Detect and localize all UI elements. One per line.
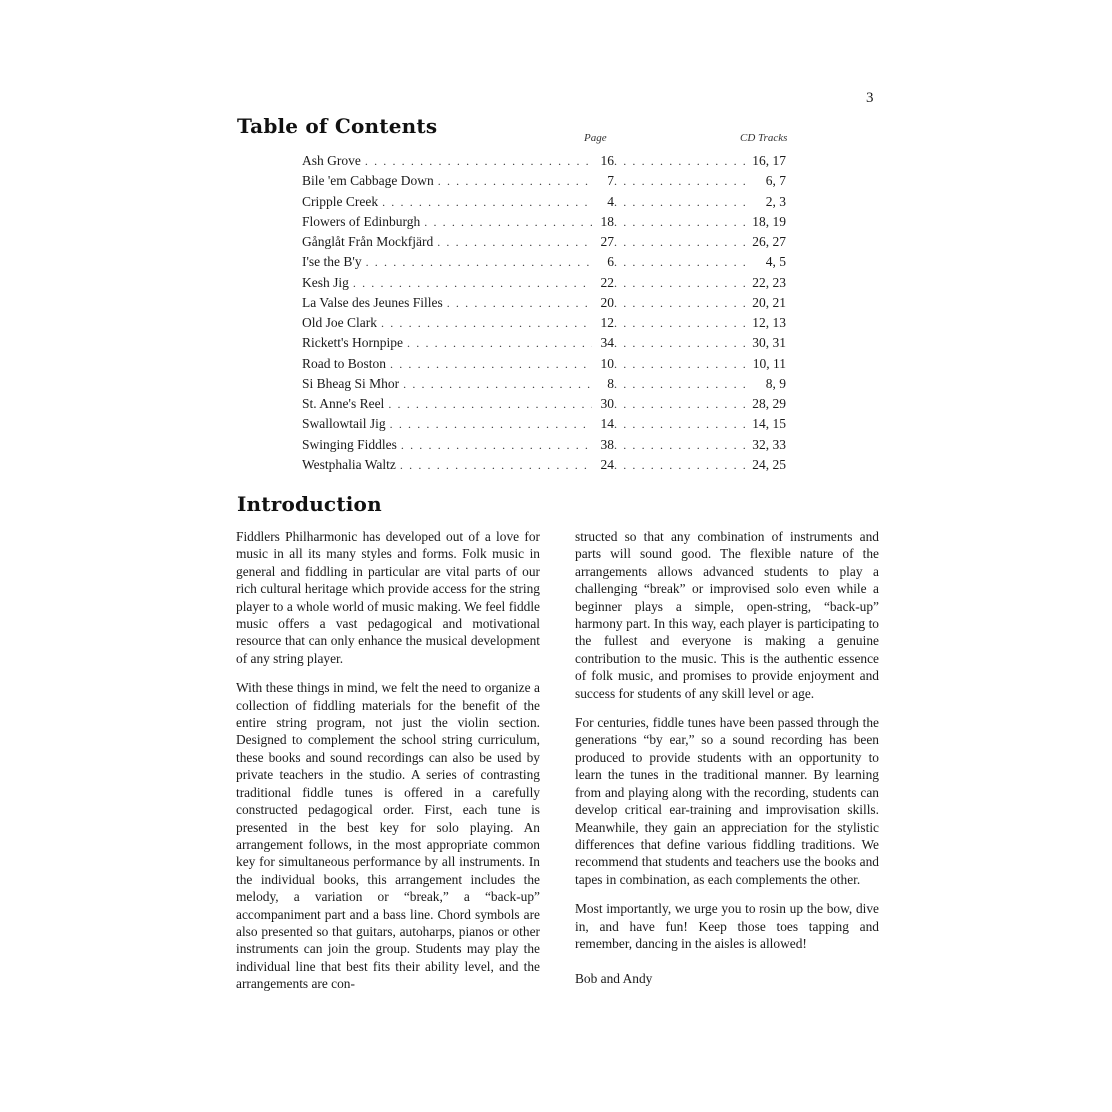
toc-entry-title: St. Anne's Reel <box>302 396 385 411</box>
toc-entry-title: Road to Boston <box>302 355 387 371</box>
introduction-paragraph: Fiddlers Philharmonic has developed out of a love for music in all its many styles and forms. Folk music in general and fiddling in particular are vital parts of our rich cultural heritage which provide access for the string player to a whole world of music making. We feel fiddle music offers a vast pedagogical and motivational resource that can only enhance the musical development of any string player. <box>236 529 540 666</box>
leader-dots <box>614 394 748 414</box>
toc-entry-page: 30 <box>600 396 614 411</box>
toc-entry-tracks: 6, 7 <box>765 173 786 189</box>
toc-page-column-header: Page <box>584 132 607 144</box>
toc-entry-title: La Valse des Jeunes Filles <box>302 294 443 310</box>
toc-entry-title: Kesh Jig <box>302 274 349 290</box>
introduction-paragraph: Most importantly, we urge you to rosin up the bow, dive in, and have fun! Keep those toes tapping and remember, dancing in the aisles is allowed! <box>575 901 879 951</box>
toc-entry-title: Cripple Creek <box>302 193 379 209</box>
toc-entry <box>302 333 786 353</box>
toc-heading: Table of Contents <box>237 114 438 138</box>
leader-dots <box>447 293 592 313</box>
toc-entry-title: Flowers of Edinburgh <box>302 213 421 229</box>
leader-dots <box>614 313 748 333</box>
toc-entry-page: 7 <box>607 173 614 189</box>
toc-entry-title: Old Joe Clark <box>302 315 377 330</box>
leader-dots <box>437 232 592 252</box>
leader-dots <box>614 192 748 212</box>
toc-entry-page: 10 <box>600 355 614 371</box>
toc-entry-title: Swinging Fiddles <box>302 436 397 452</box>
toc-entry-page: 12 <box>600 315 614 330</box>
introduction-right-column <box>575 528 879 1000</box>
toc-entry-tracks: 18, 19 <box>752 213 786 229</box>
toc-entry-page: 27 <box>600 234 614 249</box>
toc-entry-title: Rickett's Hornpipe <box>302 335 404 351</box>
toc-entry <box>302 455 786 475</box>
toc-entry <box>302 394 786 414</box>
toc-entry-page: 14 <box>600 416 614 432</box>
leader-dots <box>614 273 748 293</box>
toc-entry-tracks: 14, 15 <box>752 416 786 432</box>
leader-dots <box>614 333 748 353</box>
leader-dots <box>366 252 592 272</box>
introduction-left-column <box>236 528 540 1005</box>
toc-entry-page: 22 <box>600 274 614 290</box>
toc-entry-page: 24 <box>600 456 614 472</box>
leader-dots <box>390 414 592 434</box>
toc-entry <box>302 414 786 434</box>
leader-dots <box>614 414 748 434</box>
toc-entry-tracks: 32, 33 <box>752 436 786 452</box>
toc-entry <box>302 293 786 313</box>
toc-entry-title: Bile 'em Cabbage Down <box>302 173 434 189</box>
toc-entry <box>302 212 786 232</box>
toc-entry-tracks: 12, 13 <box>752 315 786 330</box>
leader-dots <box>438 171 592 191</box>
toc-entry-tracks: 28, 29 <box>752 396 786 411</box>
toc-entry <box>302 151 786 171</box>
leader-dots <box>381 313 592 333</box>
toc-entry-tracks: 20, 21 <box>752 294 786 310</box>
toc-entry-tracks: 4, 5 <box>765 254 786 270</box>
leader-dots <box>400 455 592 475</box>
leader-dots <box>382 192 592 212</box>
leader-dots <box>614 435 748 455</box>
toc-entry <box>302 192 786 212</box>
leader-dots <box>614 455 748 475</box>
toc-entry-title: Gånglåt Från Mockfjärd <box>302 234 434 249</box>
toc-entry-tracks: 10, 11 <box>752 355 786 371</box>
toc-entry-tracks: 26, 27 <box>752 234 786 249</box>
toc-entry <box>302 354 786 374</box>
leader-dots <box>614 354 748 374</box>
toc-entry-title: I'se the B'y <box>302 254 362 270</box>
leader-dots <box>614 293 748 313</box>
leader-dots <box>614 374 748 394</box>
leader-dots <box>614 232 748 252</box>
leader-dots <box>614 212 748 232</box>
introduction-paragraph: structed so that any combination of instruments and parts will sound good. The flexible nature of the arrangements allows advanced students to play a challenging “break” or improvised solo even while a beginner plays a simple, open-string, “back-up” harmony part. In this way, each player is participating to the fullest and everyone is making a genuine contribution to the music. This is the authentic essence of folk music, and promises to provide enjoyment and success for students of any skill level or age. <box>575 529 879 701</box>
leader-dots <box>365 151 592 171</box>
toc-entry-tracks: 8, 9 <box>765 375 786 391</box>
leader-dots <box>614 171 748 191</box>
toc-entry-title: Swallowtail Jig <box>302 416 386 432</box>
toc-entry <box>302 313 786 333</box>
introduction-heading: Introduction <box>237 492 382 516</box>
toc-entry-tracks: 30, 31 <box>752 335 786 351</box>
leader-dots <box>424 212 592 232</box>
toc-entry-tracks: 16, 17 <box>752 153 786 168</box>
leader-dots <box>401 435 592 455</box>
toc-entry-page: 20 <box>600 294 614 310</box>
toc-list <box>302 151 786 475</box>
toc-entry-page: 8 <box>607 375 614 391</box>
page-number: 3 <box>866 90 874 106</box>
toc-entry <box>302 171 786 191</box>
leader-dots <box>614 252 748 272</box>
toc-entry-page: 16 <box>600 153 614 168</box>
toc-entry-title: Si Bheag Si Mhor <box>302 375 400 391</box>
toc-entry-tracks: 24, 25 <box>752 456 786 472</box>
toc-entry <box>302 435 786 455</box>
toc-entry-page: 4 <box>607 193 614 209</box>
leader-dots <box>407 333 592 353</box>
toc-entry-page: 18 <box>600 213 614 229</box>
leader-dots <box>388 394 592 414</box>
signature: Bob and Andy <box>575 971 653 987</box>
toc-entry <box>302 232 786 252</box>
toc-entry <box>302 374 786 394</box>
toc-entry-tracks: 22, 23 <box>752 274 786 290</box>
leader-dots <box>614 151 748 171</box>
toc-entry <box>302 252 786 272</box>
leader-dots <box>390 354 592 374</box>
toc-entry-page: 38 <box>600 436 614 452</box>
toc-entry <box>302 273 786 293</box>
toc-entry-tracks: 2, 3 <box>765 193 786 209</box>
toc-entry-page: 34 <box>600 335 614 351</box>
toc-entry-title: Westphalia Waltz <box>302 456 396 472</box>
introduction-paragraph: With these things in mind, we felt the need to organize a collection of fiddling materials for the benefit of the entire string program, not just the violin section. Designed to complement the school string curriculum, these books and sound recordings can also be used by private teachers in the studio. A series of contrasting traditional fiddle tunes is offered in a carefully constructed pedagogical order. First, each tune is presented in the best key for solo playing. An arrangement follows, in the most appropriate common key for simultaneous performance by all instruments. In the individual books, this arrangement includes the melody, a variation or “break,” a “back-up” accompaniment part and a bass line. Chord symbols are also presented so that guitars, autoharps, pianos or other instruments can join the group. Students may play the individual line that best fits their ability level, and the arrangements are con- <box>236 680 540 992</box>
introduction-paragraph: For centuries, fiddle tunes have been passed through the generations “by ear,” so a sound recording has been produced to provide students with an opportunity to learn the tunes in the traditional manner. By learning from and playing along with the recording, students can develop critical ear-training and improvisation skills. Meanwhile, they gain an appreciation for the stylistic differences that define various fiddling traditions. We recommend that students and teachers use the books and tapes in combination, as each complements the other. <box>575 715 879 887</box>
toc-tracks-column-header: CD Tracks <box>740 132 788 144</box>
toc-entry-page: 6 <box>607 254 614 270</box>
leader-dots <box>403 374 592 394</box>
leader-dots <box>353 273 592 293</box>
toc-entry-title: Ash Grove <box>302 153 361 168</box>
